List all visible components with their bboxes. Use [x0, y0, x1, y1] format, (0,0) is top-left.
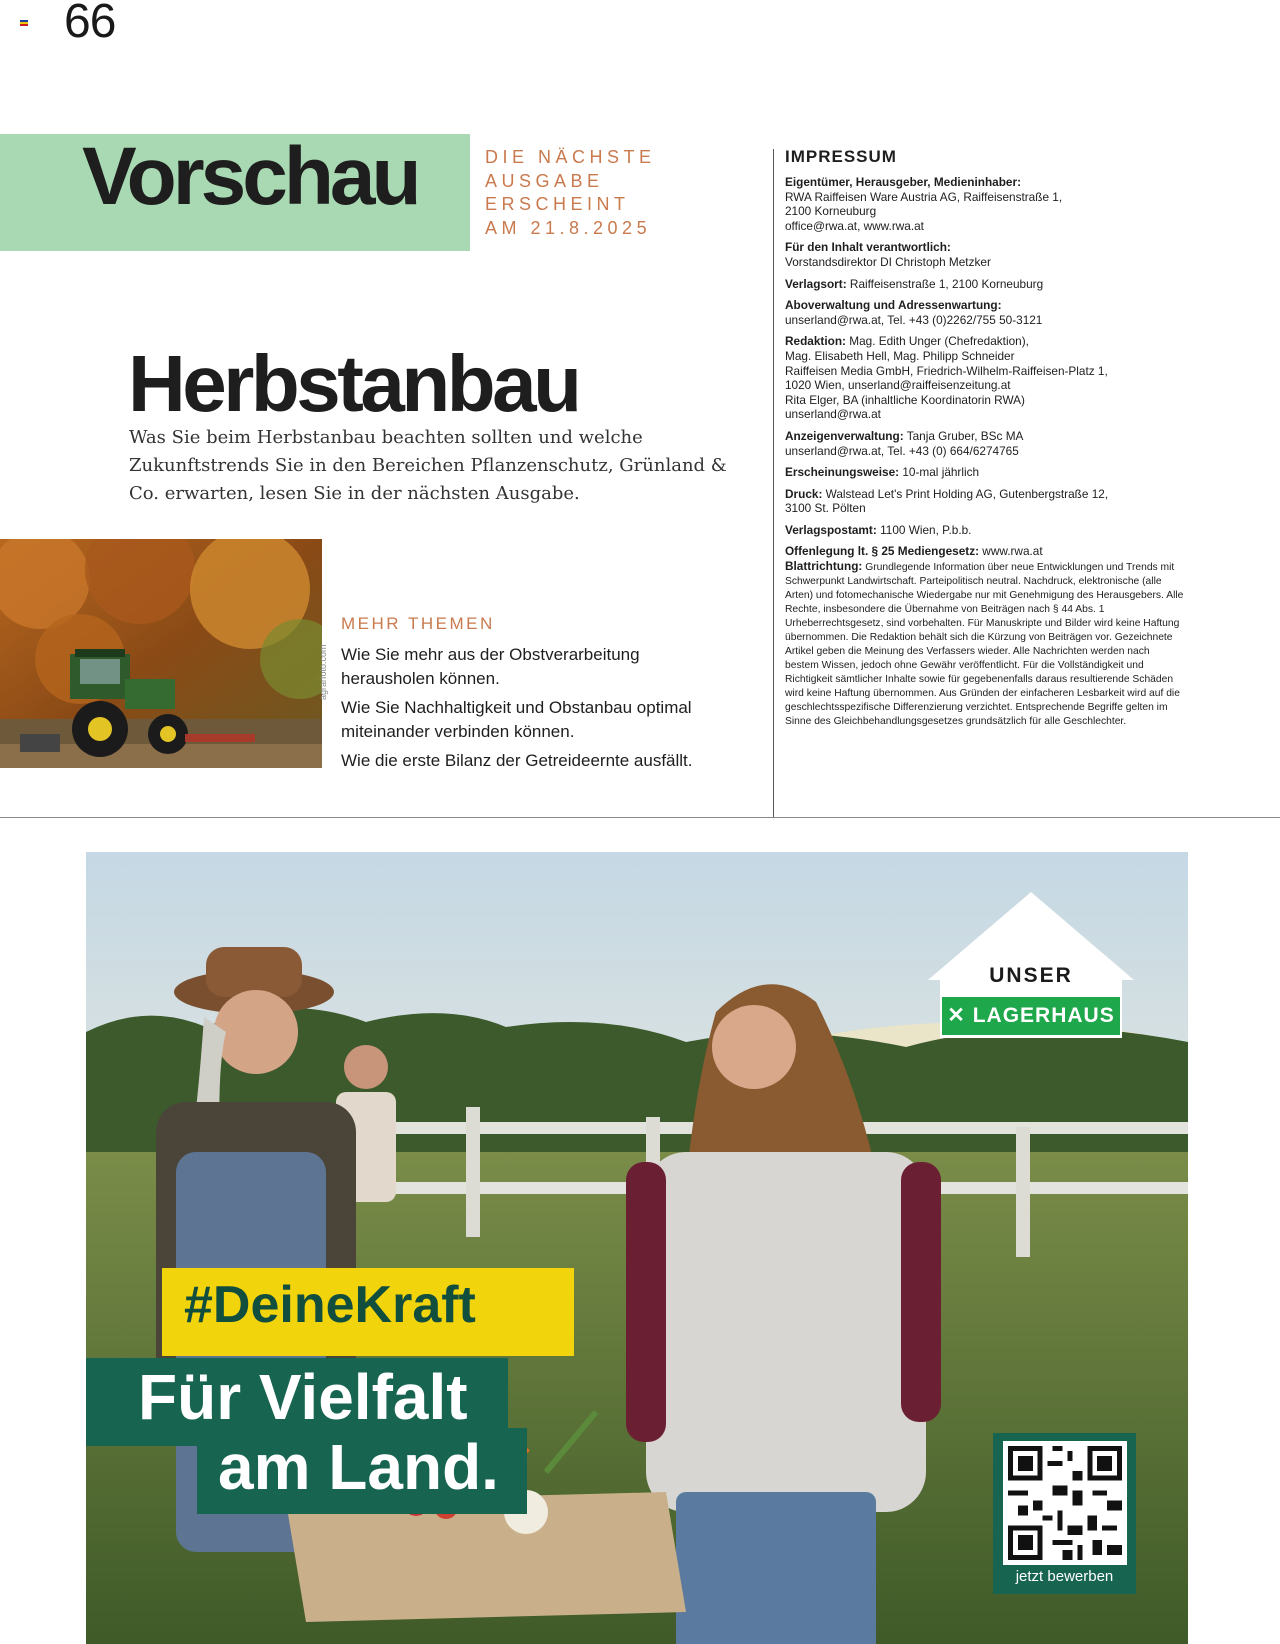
impressum-label: Verlagsort: — [785, 276, 847, 291]
topic-headline: Herbstanbau — [128, 339, 579, 428]
more-topics-list — [341, 643, 731, 778]
impressum-value: Tanja Gruber, BSc MA — [903, 428, 1024, 443]
list-item: Wie Sie Nachhaltigkeit und Obstanbau optimal miteinander verbinden können. — [341, 698, 692, 741]
more-topics-heading: MEHR THEMEN — [341, 614, 495, 633]
impressum-value: Mag. Edith Unger (Chefredaktion), — [845, 334, 1029, 349]
impressum-place — [785, 277, 1185, 292]
impressum-value: unserland@rwa.at, Tel. +43 (0) 664/6274765 — [785, 443, 1019, 458]
impressum-editorial — [785, 334, 1185, 422]
list-item: Wie die erste Bilanz der Getreideernte ausfällt. — [341, 751, 693, 770]
impressum-label: Eigentümer, Herausgeber, Medieninhaber: — [785, 175, 1022, 189]
impressum-ads — [785, 429, 1185, 458]
impressum-label: Verlagspostamt: — [785, 522, 877, 537]
flag-icon — [20, 20, 28, 26]
qr-code-icon[interactable] — [1003, 1441, 1127, 1565]
impressum-value: unserland@rwa.at, Tel. +43 (0)2262/755 50-3121 — [785, 312, 1043, 327]
impressum-value: Rita Elger, BA (inhaltliche Koordinatorin RWA) — [785, 392, 1025, 407]
impressum-subscription — [785, 298, 1185, 327]
impressum-value: 1100 Wien, P.b.b. — [876, 522, 972, 537]
next-issue-line: AUSGABE — [485, 170, 604, 191]
impressum-owner — [785, 175, 1185, 233]
photo-credit: agrarfoto.com — [318, 644, 328, 700]
impressum-postal — [785, 523, 1185, 538]
impressum-disclosure — [785, 544, 1185, 559]
impressum-label: Druck: — [785, 486, 823, 501]
impressum-label: Blattrichtung: — [785, 559, 863, 574]
impressum-label: Anzeigenverwaltung: — [785, 428, 904, 443]
impressum-value: Walstead Let's Print Holding AG, Gutenbergstraße 12, — [822, 486, 1109, 501]
next-issue-line: AM 21.8.2025 — [485, 217, 652, 238]
impressum-label: Für den Inhalt verantwortlich: — [785, 240, 951, 255]
impressum-value: Grundlegende Information über neue Entwicklungen und Trends mit Schwerpunkt Landwirtschaft. Parteipolitisch neutral. Nachdruck, elektronische (alle Arten) und fotomechanische Wiedergabe nur mit Genehmigung des Herausgebers. Alle Rechte, insbesondere die Übernahme von Beiträgen nach § 44 Abs. 1 Urheberrechtsgesetz, sind vorbehalten. Für Manuskripte und Bilder wird keine Haftung übernommen. Die Redaktion behält sich die Kürzung von Beiträgen vor. Gezeichnete Artikel geben die Meinung des Verfassers wieder. Alle Nachrichten werden nach bestem Wissen, jedoch ohne Gewähr veröffentlicht. Für die Vollständigkeit und Richtigkeit sämtlicher Inhalte sowie für gegebenenfalls daraus resultierende Schäden wird keine Haftung übernommen. Aus Gründen der einfacheren Lesbarkeit wird auf die geschlechtsspezifische Differenzierung verzichtet. Entsprechende Begriffe gelten im Sinne des Gleichbehandlungsgesetzes grundsätzlich für alle Geschlechter. — [785, 562, 1184, 728]
impressum-label: Erscheinungsweise: — [785, 465, 900, 480]
next-issue-line: DIE NÄCHSTE — [485, 147, 656, 167]
impressum-value: Raiffeisen Media GmbH, Friedrich-Wilhelm-Raiffeisen-Platz 1, — [785, 363, 1108, 378]
impressum-value: Vorstandsdirektor DI Christoph Metzker — [785, 254, 991, 269]
impressum-value: 3100 St. Pölten — [785, 501, 866, 516]
impressum-value: 1020 Wien, unserland@raiffeisenzeitung.at — [785, 378, 1011, 393]
impressum-value: unserland@rwa.at — [785, 407, 881, 422]
impressum-value: Raiffeisenstraße 1, 2100 Korneuburg — [846, 276, 1044, 291]
impressum-value: www.rwa.at — [979, 544, 1043, 559]
tractor-photo — [0, 539, 322, 768]
section-divider — [0, 817, 1280, 818]
impressum-label: Offenlegung lt. § 25 Mediengesetz: — [785, 544, 980, 559]
logo-top-text: UNSER — [989, 964, 1073, 987]
impressum-value: RWA Raiffeisen Ware Austria AG, Raiffeisenstraße 1, — [785, 189, 1063, 204]
hashtag: #DeineKraft — [184, 1276, 476, 1334]
apply-link[interactable]: jetzt bewerben — [1015, 1568, 1114, 1585]
list-item: Wie Sie mehr aus der Obstverarbeitung herausholen können. — [341, 645, 640, 688]
impressum-value: office@rwa.at, www.rwa.at — [785, 218, 924, 233]
preview-title: Vorschau — [82, 131, 418, 222]
next-issue-line: ERSCHEINT — [485, 194, 630, 214]
impressum-value: Mag. Elisabeth Hell, Mag. Philipp Schneider — [785, 348, 1015, 363]
topic-teaser: Was Sie beim Herbstanbau beachten sollten und welche Zukunftstrends Sie in den Bereichen Pflanzenschutz, Grünland & Co. erwarten, lesen Sie in der nächsten Ausgabe. — [129, 427, 727, 504]
impressum-direction — [785, 559, 1185, 729]
impressum-heading: IMPRESSUM — [785, 147, 897, 166]
impressum — [785, 147, 1185, 736]
logo-bottom-text: ✕ LAGERHAUS — [947, 1004, 1115, 1027]
impressum-print — [785, 487, 1185, 516]
impressum-responsible — [785, 240, 1185, 269]
impressum-value: 2100 Korneuburg — [785, 204, 877, 219]
impressum-label: Aboverwaltung und Adressenwartung: — [785, 298, 1002, 313]
page-number: 66 — [64, 0, 116, 48]
column-divider — [773, 149, 774, 817]
impressum-label: Redaktion: — [785, 334, 846, 349]
next-issue-date — [485, 146, 656, 240]
impressum-frequency — [785, 465, 1185, 480]
lagerhaus-logo — [928, 892, 1134, 1038]
slogan-line: am Land. — [218, 1431, 499, 1503]
slogan-line: Für Vielfalt — [138, 1361, 468, 1433]
impressum-value: 10-mal jährlich — [899, 465, 980, 480]
